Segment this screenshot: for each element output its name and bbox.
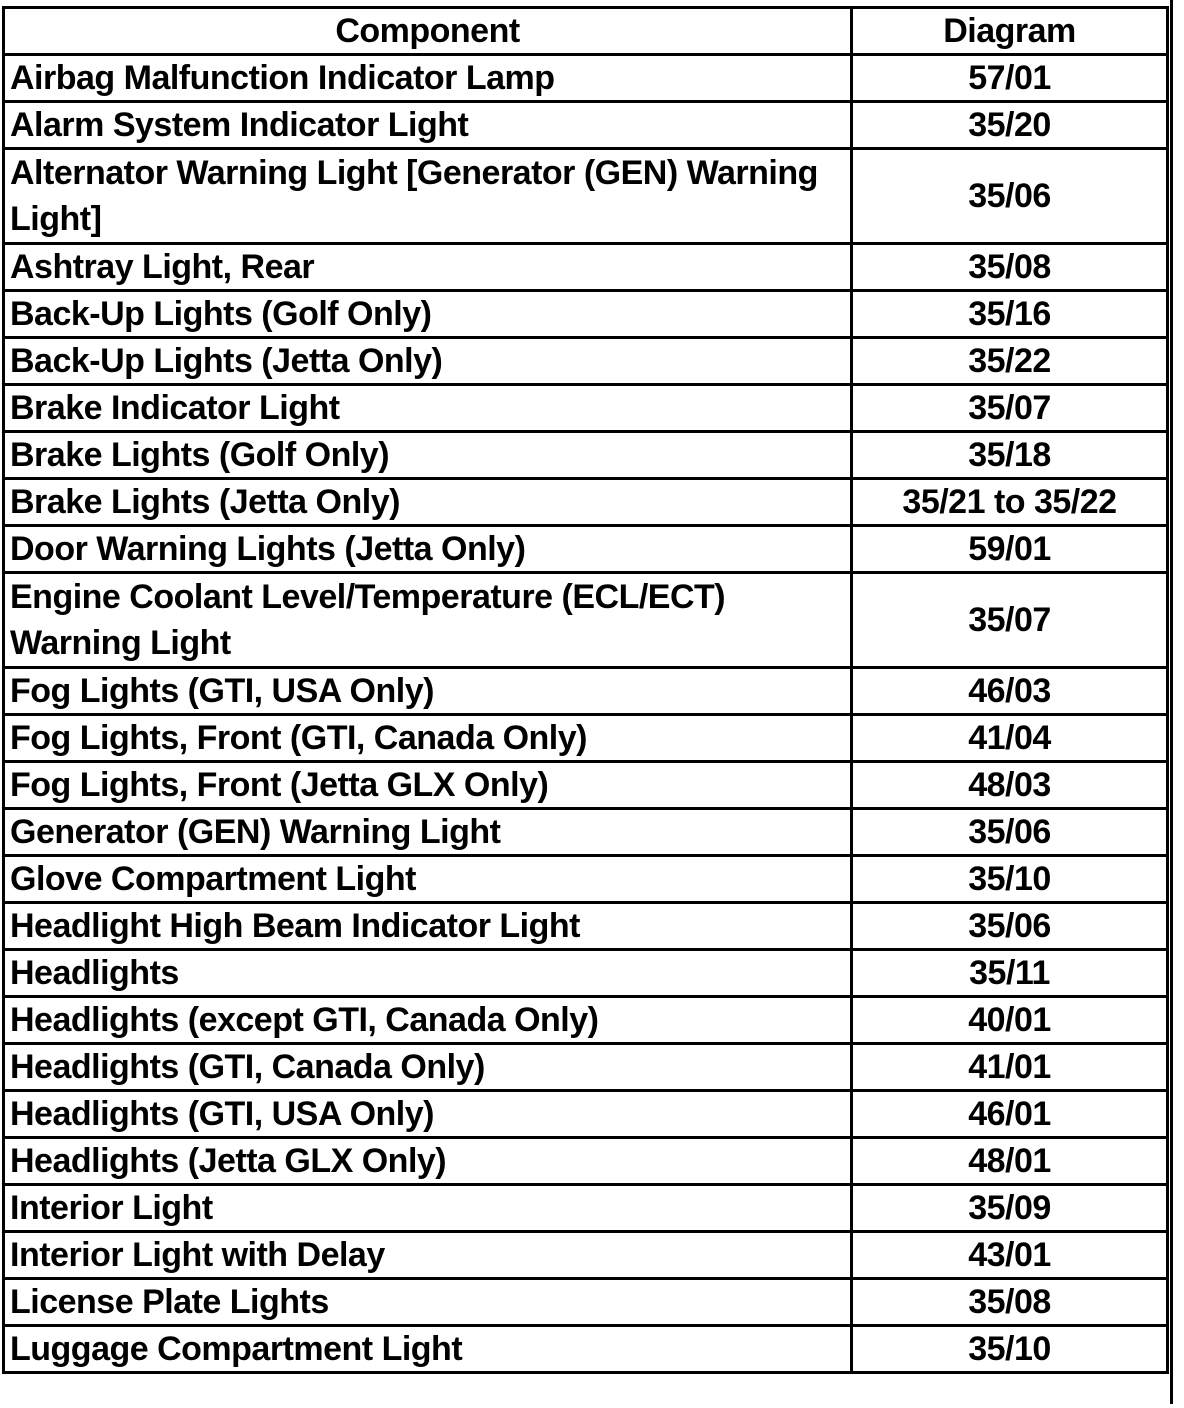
component-cell: Headlight High Beam Indicator Light xyxy=(4,903,852,950)
table-row xyxy=(4,950,1168,997)
table-body xyxy=(4,55,1168,1373)
table-row xyxy=(4,526,1168,573)
table-row xyxy=(4,1138,1168,1185)
component-cell: Headlights (GTI, USA Only) xyxy=(4,1091,852,1138)
component-cell: Brake Lights (Golf Only) xyxy=(4,432,852,479)
diagram-cell: 40/01 xyxy=(852,997,1168,1044)
diagram-cell: 46/01 xyxy=(852,1091,1168,1138)
component-cell: Back-Up Lights (Jetta Only) xyxy=(4,338,852,385)
diagram-cell: 41/04 xyxy=(852,715,1168,762)
table-row xyxy=(4,809,1168,856)
diagram-cell: 35/16 xyxy=(852,291,1168,338)
table-row xyxy=(4,55,1168,102)
component-column-header: Component xyxy=(4,8,852,55)
component-cell: Headlights (GTI, Canada Only) xyxy=(4,1044,852,1091)
diagram-cell: 35/18 xyxy=(852,432,1168,479)
diagram-column-header: Diagram xyxy=(852,8,1168,55)
diagram-cell: 35/11 xyxy=(852,950,1168,997)
component-cell: Back-Up Lights (Golf Only) xyxy=(4,291,852,338)
diagram-cell: 35/21 to 35/22 xyxy=(852,479,1168,526)
component-diagram-table xyxy=(2,6,1169,1374)
component-cell: License Plate Lights xyxy=(4,1279,852,1326)
diagram-cell: 59/01 xyxy=(852,526,1168,573)
diagram-cell: 35/10 xyxy=(852,1326,1168,1373)
component-cell: Headlights (Jetta GLX Only) xyxy=(4,1138,852,1185)
table-row xyxy=(4,291,1168,338)
table-row xyxy=(4,102,1168,149)
component-cell: Engine Coolant Level/Temperature (ECL/ECT) Warning Light xyxy=(4,573,852,668)
table-row xyxy=(4,1279,1168,1326)
diagram-cell: 35/08 xyxy=(852,244,1168,291)
component-cell: Brake Indicator Light xyxy=(4,385,852,432)
component-cell: Door Warning Lights (Jetta Only) xyxy=(4,526,852,573)
diagram-cell: 41/01 xyxy=(852,1044,1168,1091)
component-cell: Fog Lights, Front (Jetta GLX Only) xyxy=(4,762,852,809)
table-row xyxy=(4,997,1168,1044)
table-row xyxy=(4,1185,1168,1232)
table-row xyxy=(4,762,1168,809)
diagram-cell: 35/20 xyxy=(852,102,1168,149)
component-cell: Fog Lights, Front (GTI, Canada Only) xyxy=(4,715,852,762)
component-cell: Generator (GEN) Warning Light xyxy=(4,809,852,856)
page-bottom-margin xyxy=(0,1404,1173,1408)
diagram-cell: 35/07 xyxy=(852,385,1168,432)
table-row xyxy=(4,1091,1168,1138)
component-diagram-table-sheet xyxy=(2,6,1166,1374)
table-header-row xyxy=(4,8,1168,55)
diagram-cell: 46/03 xyxy=(852,668,1168,715)
component-cell: Fog Lights (GTI, USA Only) xyxy=(4,668,852,715)
diagram-cell: 35/08 xyxy=(852,1279,1168,1326)
table-row xyxy=(4,1232,1168,1279)
diagram-cell: 43/01 xyxy=(852,1232,1168,1279)
table-row xyxy=(4,668,1168,715)
page-right-border xyxy=(1170,0,1173,1408)
component-cell: Alternator Warning Light [Generator (GEN) Warning Light] xyxy=(4,149,852,244)
table-row xyxy=(4,244,1168,291)
diagram-cell: 57/01 xyxy=(852,55,1168,102)
component-cell: Interior Light with Delay xyxy=(4,1232,852,1279)
component-cell: Brake Lights (Jetta Only) xyxy=(4,479,852,526)
diagram-cell: 48/03 xyxy=(852,762,1168,809)
table-row xyxy=(4,856,1168,903)
table-row xyxy=(4,715,1168,762)
component-cell: Headlights (except GTI, Canada Only) xyxy=(4,997,852,1044)
diagram-cell: 35/09 xyxy=(852,1185,1168,1232)
diagram-cell: 35/06 xyxy=(852,903,1168,950)
diagram-cell: 35/06 xyxy=(852,149,1168,244)
component-cell: Glove Compartment Light xyxy=(4,856,852,903)
diagram-cell: 35/22 xyxy=(852,338,1168,385)
table-row xyxy=(4,573,1168,668)
table-row xyxy=(4,903,1168,950)
table-row xyxy=(4,1326,1168,1373)
table-row xyxy=(4,385,1168,432)
table-row xyxy=(4,149,1168,244)
diagram-cell: 48/01 xyxy=(852,1138,1168,1185)
component-cell: Luggage Compartment Light xyxy=(4,1326,852,1373)
component-cell: Ashtray Light, Rear xyxy=(4,244,852,291)
table-row xyxy=(4,479,1168,526)
diagram-cell: 35/06 xyxy=(852,809,1168,856)
diagram-cell: 35/07 xyxy=(852,573,1168,668)
table-row xyxy=(4,338,1168,385)
component-cell: Airbag Malfunction Indicator Lamp xyxy=(4,55,852,102)
component-cell: Headlights xyxy=(4,950,852,997)
component-cell: Interior Light xyxy=(4,1185,852,1232)
table-row xyxy=(4,432,1168,479)
diagram-cell: 35/10 xyxy=(852,856,1168,903)
table-row xyxy=(4,1044,1168,1091)
component-cell: Alarm System Indicator Light xyxy=(4,102,852,149)
